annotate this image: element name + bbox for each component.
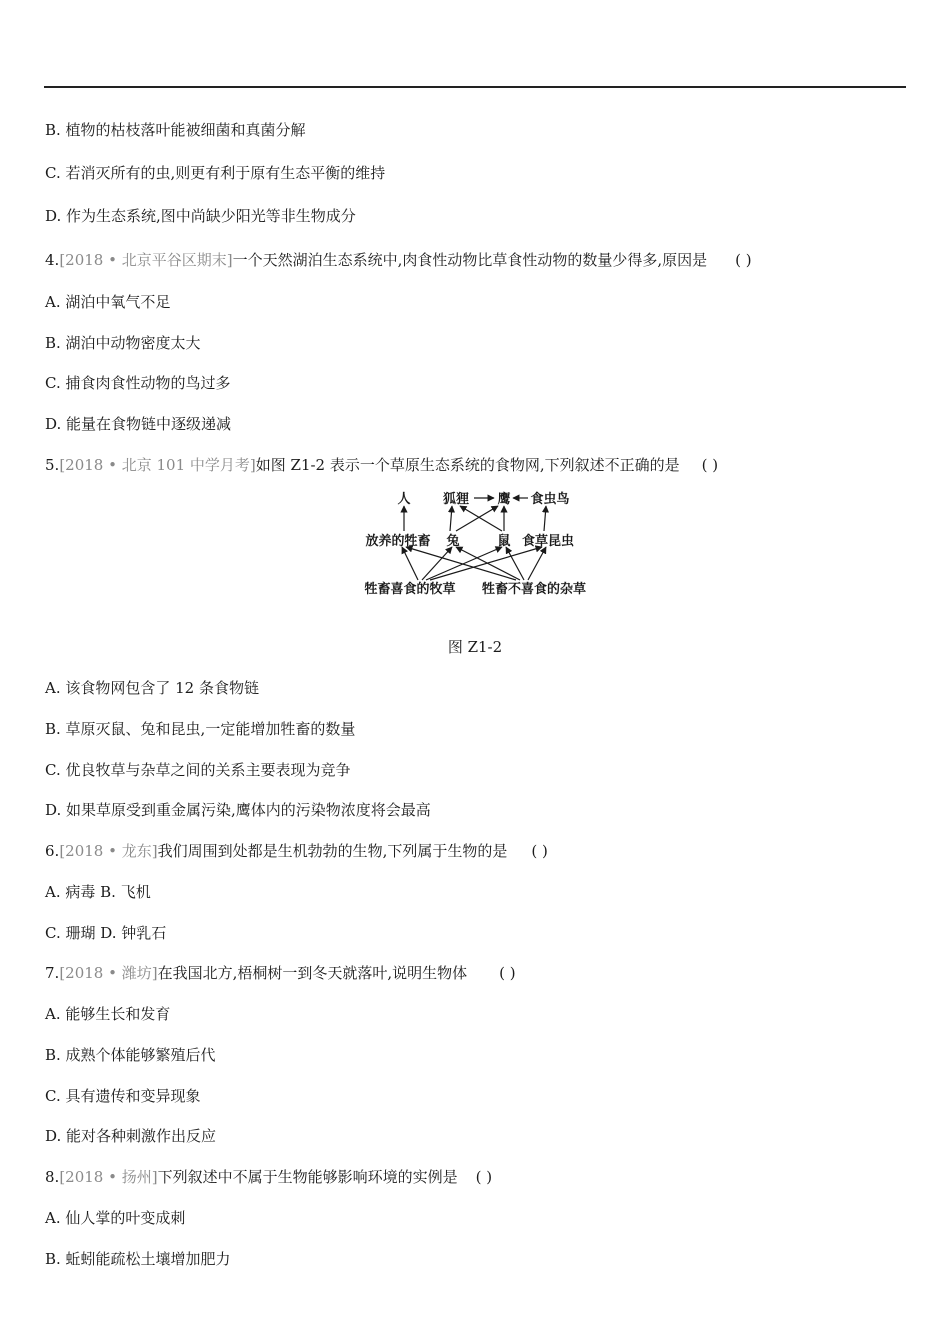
arrow-tu-ying (456, 506, 498, 531)
node-ying: 鹰 (497, 492, 511, 507)
q3-option-b: B. 植物的枯枝落叶能被细菌和真菌分解 (45, 121, 306, 139)
q5-stem-line (45, 455, 718, 475)
q5-option-a: A. 该食物网包含了 12 条食物链 (45, 679, 259, 697)
q5-stem: 如图 Z1-2 表示一个草原生态系统的食物网,下列叙述不正确的是 (255, 456, 680, 474)
node-mucao: 牲畜喜食的牧草 (364, 582, 456, 597)
node-huli: 狐狸 (442, 492, 470, 507)
node-ren: 人 (397, 492, 411, 507)
q4-option-d: D. 能量在食物链中逐级递减 (45, 415, 232, 433)
q7-option-a: A. 能够生长和发育 (45, 1005, 171, 1023)
q8-option-b: B. 蚯蚓能疏松土壤增加肥力 (45, 1250, 231, 1268)
q7-source: [2018 • 潍坊] (59, 964, 158, 982)
q8-number: 8. (45, 1168, 60, 1186)
q7-option-d: D. 能对各种刺激作出反应 (45, 1127, 217, 1145)
food-web-diagram (356, 484, 596, 602)
q4-option-b: B. 湖泊中动物密度太大 (45, 334, 201, 352)
q5-source: [2018 • 北京 101 中学月考] (59, 456, 256, 474)
q8-stem: 下列叙述中不属于生物能够影响环境的实例是 (157, 1168, 458, 1186)
q7-stem-line (45, 963, 516, 983)
q3-option-c: C. 若消灭所有的虫,则更有利于原有生态平衡的维持 (45, 164, 386, 182)
q3-option-d: D. 作为生态系统,图中尚缺少阳光等非生物成分 (45, 207, 356, 225)
q8-answer-paren: ( ) (475, 1168, 493, 1186)
q8-source: [2018 • 扬州] (59, 1168, 158, 1186)
q4-number: 4. (45, 251, 60, 269)
q4-stem-line (45, 250, 752, 270)
arrow-zacao-kunchong (528, 547, 546, 580)
header-rule (44, 86, 906, 88)
arrow-tu-huli (450, 506, 452, 531)
arrow-mucao-shengchu (402, 547, 418, 580)
node-shu: 鼠 (497, 534, 511, 549)
q8-stem-line (45, 1167, 492, 1187)
arrow-zacao-shengchu (406, 547, 516, 580)
arrow-zacao-shu (506, 547, 524, 580)
node-tu: 兔 (446, 534, 460, 549)
q4-answer-paren: ( ) (735, 251, 752, 269)
q7-number: 7. (45, 964, 60, 982)
q6-number: 6. (45, 842, 60, 860)
q5-option-d: D. 如果草原受到重金属污染,鹰体内的污染物浓度将会最高 (45, 801, 431, 819)
q6-source: [2018 • 龙东] (59, 842, 158, 860)
q6-stem-line (45, 841, 548, 861)
q5-number: 5. (45, 456, 60, 474)
q5-option-c: C. 优良牧草与杂草之间的关系主要表现为竞争 (45, 761, 351, 779)
q6-stem: 我们周围到处都是生机勃勃的生物,下列属于生物的是 (157, 842, 508, 860)
q7-answer-paren: ( ) (499, 964, 516, 982)
node-shengchu: 放养的牲畜 (365, 534, 431, 549)
q6-answer-paren: ( ) (531, 842, 548, 860)
q4-source: [2018 • 北京平谷区期末] (59, 251, 233, 269)
q6-options-cd: C. 珊瑚 D. 钟乳石 (45, 924, 167, 942)
q5-answer-paren: ( ) (701, 456, 719, 474)
q6-options-ab: A. 病毒 B. 飞机 (45, 883, 151, 901)
q7-option-c: C. 具有遗传和变异现象 (45, 1087, 201, 1105)
q7-stem: 在我国北方,梧桐树一到冬天就落叶,说明生物体 (157, 964, 468, 982)
node-zacao: 牲畜不喜食的杂草 (481, 582, 587, 597)
q4-option-a: A. 湖泊中氧气不足 (45, 293, 171, 311)
figure-caption: 图 Z1-2 (447, 638, 503, 656)
q7-option-b: B. 成熟个体能够繁殖后代 (45, 1046, 216, 1064)
arrow-shu-huli (460, 506, 502, 531)
node-shichongniao: 食虫鸟 (530, 492, 570, 507)
node-kunchong: 食草昆虫 (521, 534, 575, 549)
q4-option-c: C. 捕食肉食性动物的鸟过多 (45, 374, 231, 392)
arrow-zacao-tu (456, 547, 520, 580)
q4-stem: 一个天然湖泊生态系统中,肉食性动物比草食性动物的数量少得多,原因是 (232, 251, 708, 269)
arrow-kunchong-shichongniao (544, 506, 546, 531)
q8-option-a: A. 仙人掌的叶变成刺 (45, 1209, 186, 1227)
q5-option-b: B. 草原灭鼠、兔和昆虫,一定能增加牲畜的数量 (45, 720, 356, 738)
